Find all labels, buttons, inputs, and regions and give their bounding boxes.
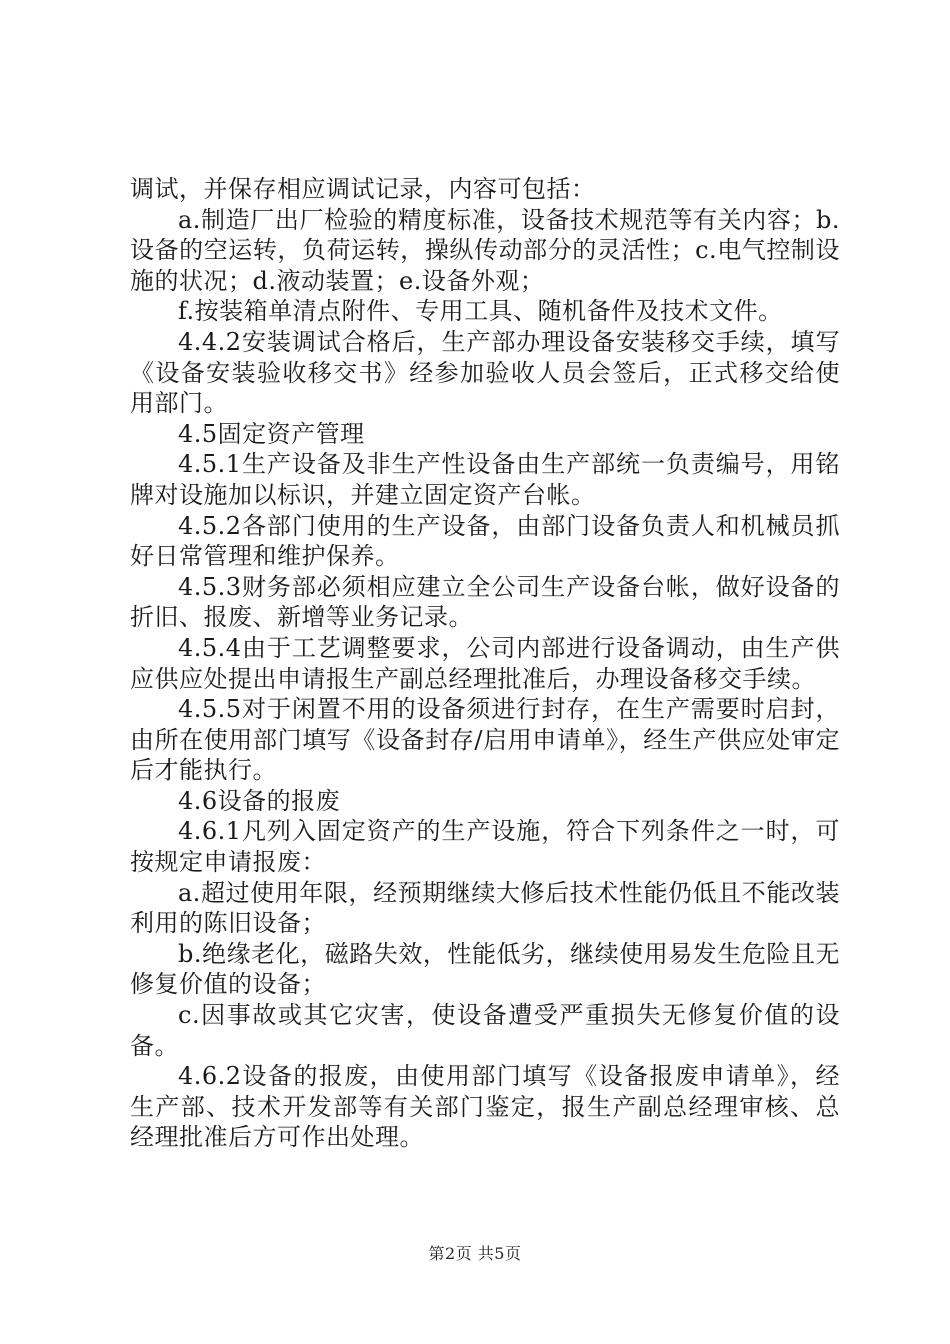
paragraph-scrap-condition-a: a.超过使用年限，经预期继续大修后技术性能仍低且不能改装利用的陈旧设备； bbox=[130, 878, 840, 938]
paragraph-scrap-condition-b: b.绝缘老化，磁路失效，性能低劣，继续使用易发生危险且无修复价值的设备； bbox=[130, 939, 840, 999]
section-heading-4-5: 4.5固定资产管理 bbox=[178, 419, 365, 448]
paragraph-4-5-5: 4.5.5对于闲置不用的设备须进行封存，在生产需要时启封，由所在使用部门填写《设备封存/启用申请单》，经生产供应处审定后才能执行。 bbox=[130, 695, 840, 785]
section-heading-4-6: 4.6设备的报废 bbox=[178, 786, 341, 815]
document-body bbox=[130, 174, 840, 1153]
paragraph-scrap-condition-c: c.因事故或其它灾害，使设备遭受严重损失无修复价值的设备。 bbox=[130, 1001, 840, 1060]
paragraph-debug-item-f: f.按装箱单清点附件、专用工具、随机备件及技术文件。 bbox=[178, 297, 783, 326]
paragraph-4-5-4: 4.5.4由于工艺调整要求，公司内部进行设备调动，由生产供应供应处提出申请报生产副总经理批准后，办理设备移交手续。 bbox=[130, 633, 840, 693]
paragraph-4-6-1: 4.6.1凡列入固定资产的生产设施，符合下列条件之一时，可按规定申请报废： bbox=[130, 817, 840, 877]
page-number-label: 第2页 共5页 bbox=[428, 1244, 522, 1263]
paragraph-debug-items-a-e: a.制造厂出厂检验的精度标准，设备技术规范等有关内容；b.设备的空运转，负荷运转，操纵传动部分的灵活性；c.电气控制设施的状况；d.液动装置；e.设备外观； bbox=[130, 205, 840, 295]
paragraph-continuation: 调试，并保存相应调试记录，内容可包括： bbox=[130, 175, 596, 203]
paragraph-4-5-3: 4.5.3财务部必须相应建立全公司生产设备台帐，做好设备的折旧、报废、新增等业务记录。 bbox=[130, 572, 840, 632]
paragraph-4-5-1: 4.5.1生产设备及非生产性设备由生产部统一负责编号，用铭牌对设施加以标识，并建立固定资产台帐。 bbox=[130, 450, 840, 509]
page-footer bbox=[0, 1241, 950, 1264]
paragraph-4-4-2: 4.4.2安装调试合格后，生产部办理设备安装移交手续，填写《设备安装验收移交书》经参加验收人员会签后，正式移交给使用部门。 bbox=[130, 327, 840, 418]
paragraph-4-5-2: 4.5.2各部门使用的生产设备，由部门设备负责人和机械员抓好日常管理和维护保养。 bbox=[130, 511, 840, 571]
paragraph-4-6-2: 4.6.2设备的报废，由使用部门填写《设备报废申请单》，经生产部、技术开发部等有关部门鉴定，报生产副总经理审核、总经理批准后方可作出处理。 bbox=[130, 1062, 840, 1152]
